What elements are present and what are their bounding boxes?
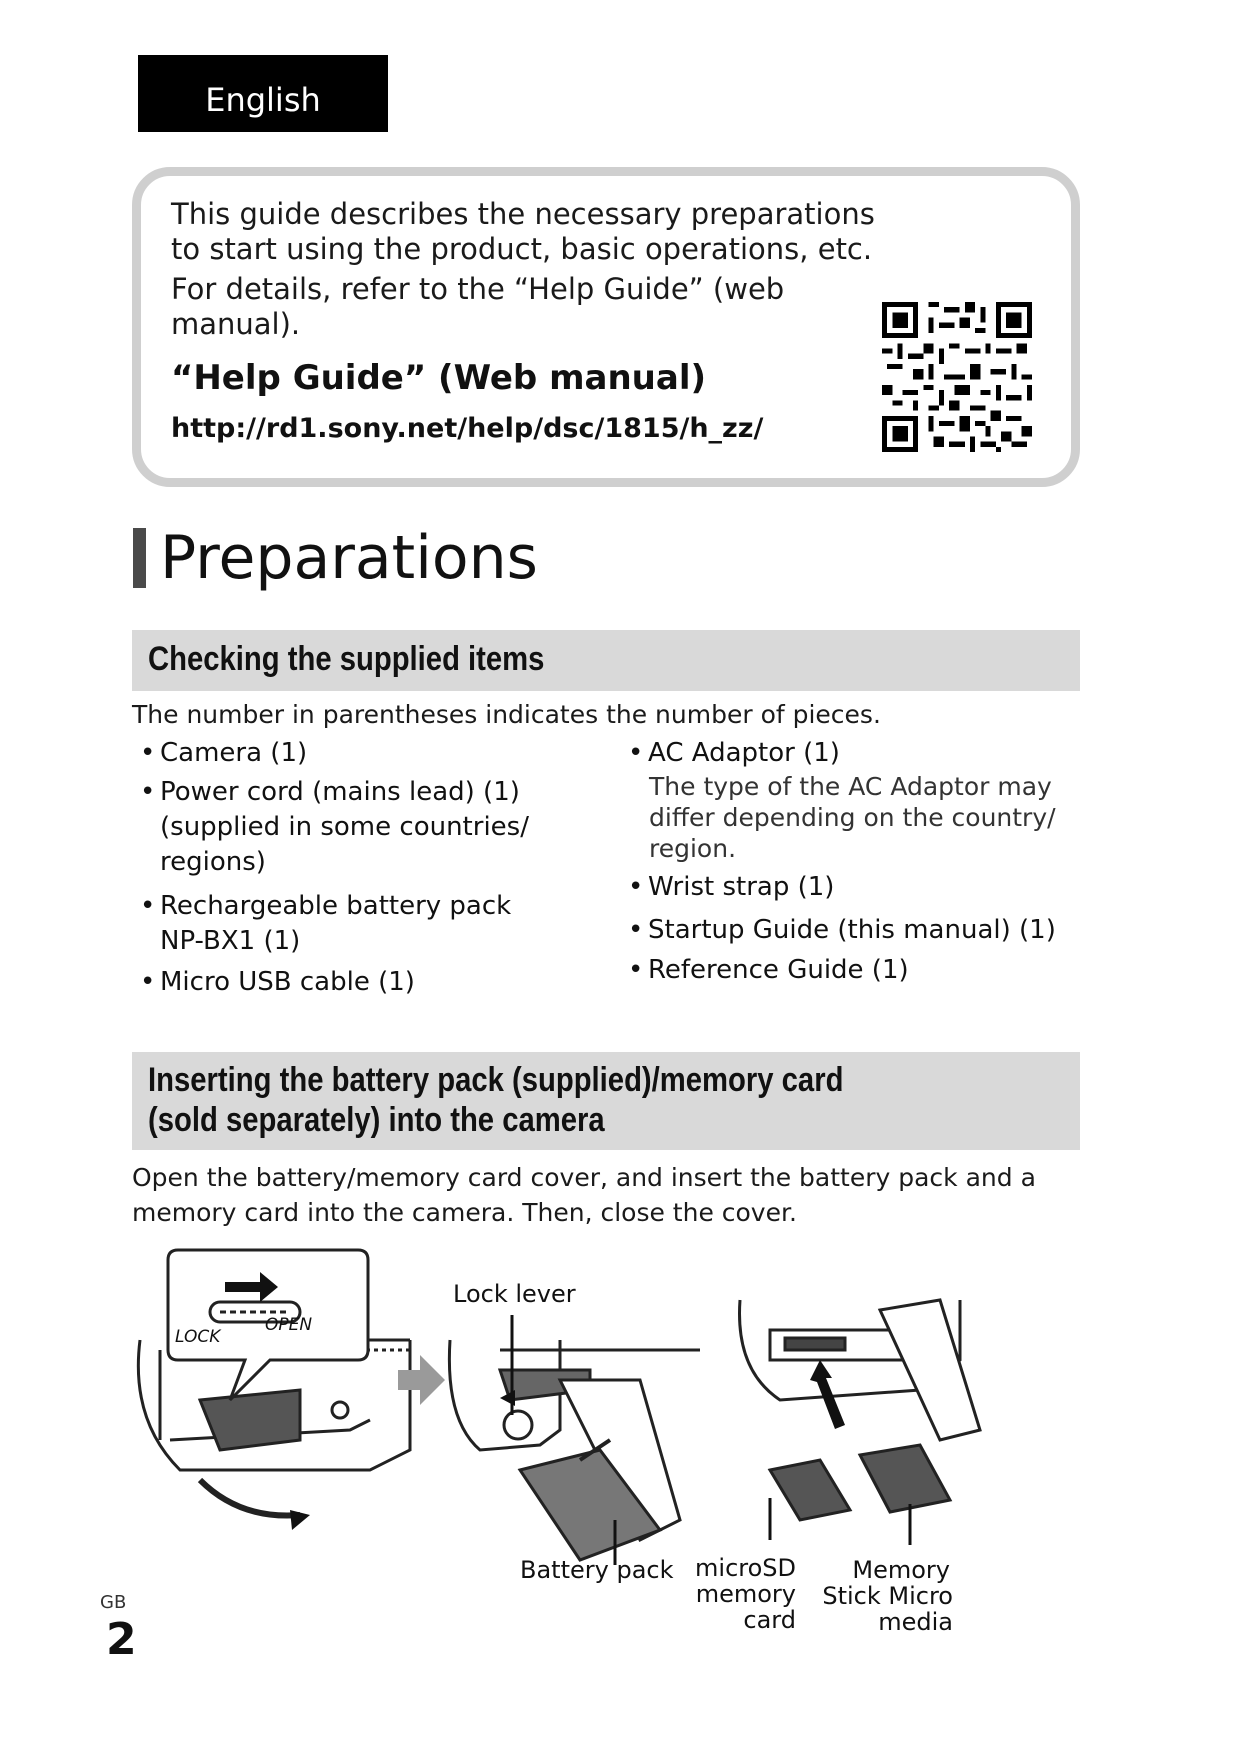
help-guide-url[interactable]: http://rd1.sony.net/help/dsc/1815/h_zz/: [171, 413, 764, 444]
page-title: Preparations: [160, 523, 538, 593]
language-tab: [138, 55, 388, 132]
section-header-inserting-battery: [132, 1052, 1080, 1150]
battery-pack-label: Battery pack: [520, 1556, 674, 1584]
list-item-continued: regions): [160, 847, 266, 877]
list-note: differ depending on the country/: [649, 803, 1056, 832]
list-item-continued: NP-BX1 (1): [160, 926, 301, 956]
list-item: • Power cord (mains lead) (1): [140, 777, 520, 807]
language-label: English: [205, 80, 321, 119]
microsd-label-1: microSD: [695, 1554, 796, 1582]
info-line-3: For details, refer to the “Help Guide” (web: [171, 272, 785, 306]
qr-code-icon[interactable]: [882, 302, 1032, 452]
lock-lever-label: Lock lever: [453, 1280, 576, 1308]
curved-arrow-head-icon: [290, 1510, 310, 1530]
list-item: • Wrist strap (1): [628, 872, 835, 902]
list-item: • Startup Guide (this manual) (1): [628, 915, 1056, 945]
section-body-line-1: Open the battery/memory card cover, and insert the battery pack and a: [132, 1163, 1036, 1192]
info-line-1: This guide describes the necessary preparations: [171, 197, 875, 231]
list-item: • Micro USB cable (1): [140, 967, 415, 997]
region-code: GB: [100, 1592, 127, 1613]
battery-insertion-illustration: [120, 1240, 1090, 1660]
section-title-line-1: Inserting the battery pack (supplied)/memory card: [148, 1061, 844, 1099]
list-note: region.: [649, 834, 737, 863]
section-header-supplied-items: [132, 630, 1080, 691]
switch-lock-label: LOCK: [175, 1327, 221, 1347]
section-body-line-2: memory card into the camera. Then, close the cover.: [132, 1198, 797, 1227]
info-line-2: to start using the product, basic operations, etc.: [171, 232, 873, 266]
help-guide-title: “Help Guide” (Web manual): [171, 358, 707, 398]
section-intro: The number in parentheses indicates the number of pieces.: [132, 700, 881, 729]
switch-open-label: OPEN: [265, 1315, 313, 1335]
memory-stick-label-1: Memory: [852, 1556, 950, 1584]
info-line-4: manual).: [171, 307, 301, 341]
panel-insert-battery: [449, 1340, 700, 1560]
microsd-label-3: card: [743, 1606, 796, 1634]
memory-stick-label-2: Stick Micro: [822, 1582, 953, 1610]
list-item-continued: (supplied in some countries/: [160, 812, 529, 842]
list-item: • AC Adaptor (1): [628, 738, 840, 768]
memory-stick-label-3: media: [878, 1608, 953, 1636]
title-accent-bar: [133, 528, 146, 588]
microsd-label-2: memory: [695, 1580, 796, 1608]
page-number: 2: [106, 1614, 137, 1665]
panel-insert-memory-card: [740, 1300, 981, 1520]
list-item: • Reference Guide (1): [628, 955, 909, 985]
list-item: • Camera (1): [140, 738, 308, 768]
section-title: Checking the supplied items: [148, 640, 545, 678]
list-note: The type of the AC Adaptor may: [649, 772, 1052, 801]
list-item: • Rechargeable battery pack: [140, 891, 512, 921]
section-title-line-2: (sold separately) into the camera: [148, 1101, 605, 1139]
